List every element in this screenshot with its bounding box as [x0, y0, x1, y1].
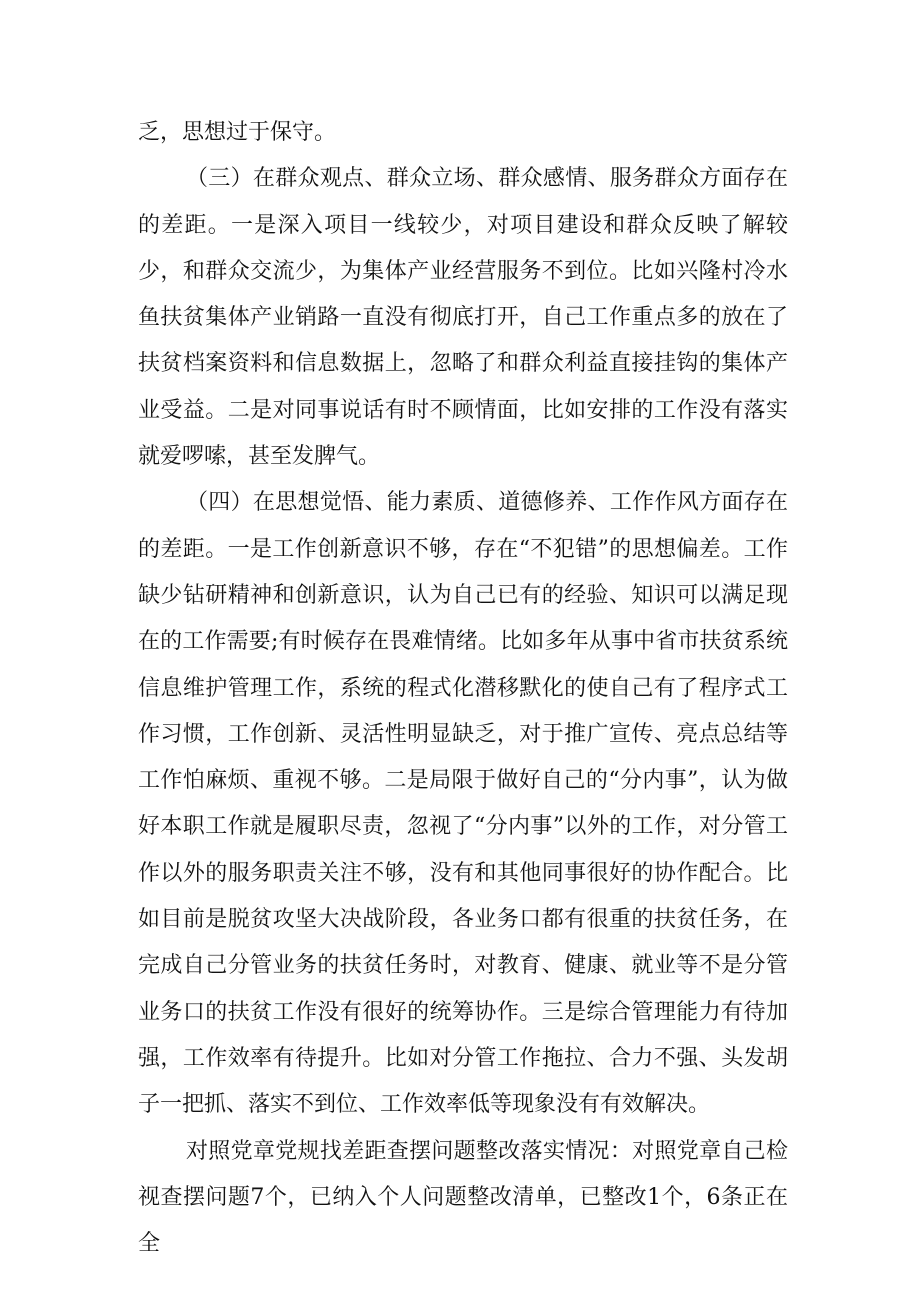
document-page [138, 110, 788, 1267]
paragraph-party-rules-rectification: 对照党章党规找差距查摆问题整改落实情况：对照党章自己检视查摆问题7个，已纳入个人问题整改清单，已整改1个，6条正在全 [138, 1138, 788, 1257]
paragraph-section-three: （三）在群众观点、群众立场、群众感情、服务群众方面存在的差距。一是深入项目一线较少，对项目建设和群众反映了解较少，和群众交流少，为集体产业经营服务不到位。比如兴隆村冷水鱼扶贫集体产业销路一直没有彻底打开，自己工作重点多的放在了扶贫档案资料和信息数据上，忽略了和群众利益直接挂钩的集体产业受益。二是对同事说话有时不顾情面，比如安排的工作没有落实就爱啰嗦，甚至发脾气。 [138, 166, 788, 470]
paragraph-section-four: （四）在思想觉悟、能力素质、道德修养、工作作风方面存在的差距。一是工作创新意识不够，存在“不犯错”的思想偏差。工作缺少钻研精神和创新意识，认为自己已有的经验、知识可以满足现在的工作需要;有时候存在畏难情绪。比如多年从事中省市扶贫系统信息维护管理工作，系统的程式化潜移默化的使自己有了程序式工作习惯，工作创新、灵活性明显缺乏，对于推广宣传、亮点总结等工作怕麻烦、重视不够。二是局限于做好自己的“分内事”，认为做好本职工作就是履职尽责，忽视了“分内事”以外的工作，对分管工作以外的服务职责关注不够，没有和其他同事很好的协作配合。比如目前是脱贫攻坚大决战阶段，各业务口都有很重的扶贫任务，在完成自己分管业务的扶贫任务时，对教育、健康、就业等不是分管业务口的扶贫工作没有很好的统筹协作。三是综合管理能力有待加强，工作效率有待提升。比如对分管工作拖拉、合力不强、头发胡子一把抓、落实不到位、工作效率低等现象没有有效解决。 [138, 490, 788, 1118]
paragraph-continuation: 乏，思想过于保守。 [138, 120, 337, 145]
